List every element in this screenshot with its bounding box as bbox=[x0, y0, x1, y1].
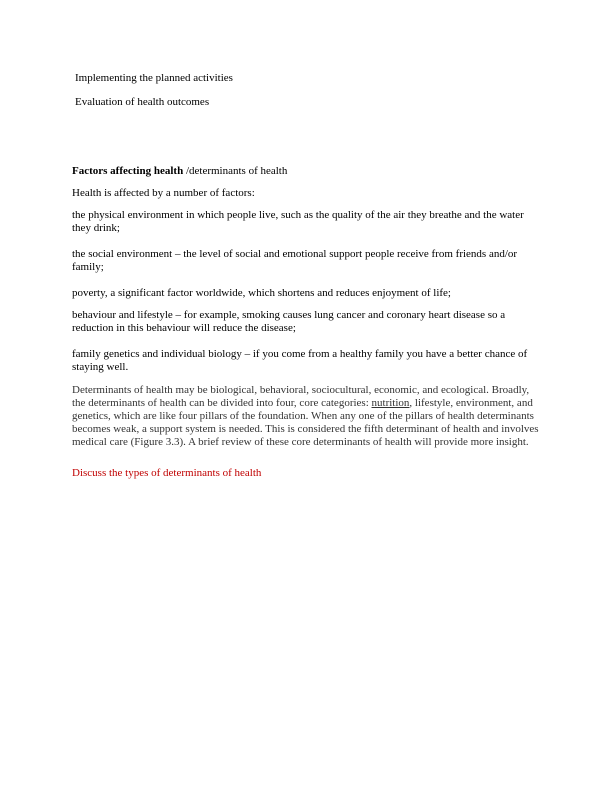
factor-social-environment: the social environment – the level of social and emotional support people receive from friends and/or family; bbox=[72, 248, 518, 273]
factor-behaviour-lifestyle: behaviour and lifestyle – for example, smoking causes lung cancer and coronary heart disease so a reduction in this behaviour will reduce the disease; bbox=[72, 309, 506, 334]
section-heading bbox=[72, 165, 544, 178]
factor-physical-environment: the physical environment in which people live, such as the quality of the air they breathe and the water they drink; bbox=[72, 209, 524, 234]
nutrition-link[interactable]: nutrition bbox=[371, 397, 410, 409]
heading-bold-text: Factors affecting health bbox=[72, 165, 184, 177]
paragraph-text-before: Determinants of health may be biological, behavioral, sociocultural, economic, and ecological. Broadly, the determinants of health can be divided into four, core categories: bbox=[72, 384, 530, 409]
heading-rest-text: /determinants of health bbox=[183, 165, 288, 177]
intro-text: Health is affected by a number of factors: bbox=[72, 187, 255, 199]
list-item-implementing: Implementing the planned activities bbox=[75, 72, 233, 84]
determinants-paragraph bbox=[72, 384, 544, 449]
list-item-evaluation: Evaluation of health outcomes bbox=[75, 96, 210, 108]
paragraph-text-after: , lifestyle, environment, and genetics, which are like four pillars of the foundation. When any one of the pillars of health determinants becomes weak, a support system is needed. This is considered the fifth determinant of health and involves medical care (Figure 3.3). A brief review of these core determinants of health will provide more insight. bbox=[72, 397, 539, 448]
factor-genetics-biology: family genetics and individual biology – if you come from a healthy family you have a better chance of staying well. bbox=[72, 348, 528, 373]
discuss-prompt: Discuss the types of determinants of health bbox=[72, 467, 262, 479]
factor-poverty: poverty, a significant factor worldwide, which shortens and reduces enjoyment of life; bbox=[72, 287, 451, 299]
